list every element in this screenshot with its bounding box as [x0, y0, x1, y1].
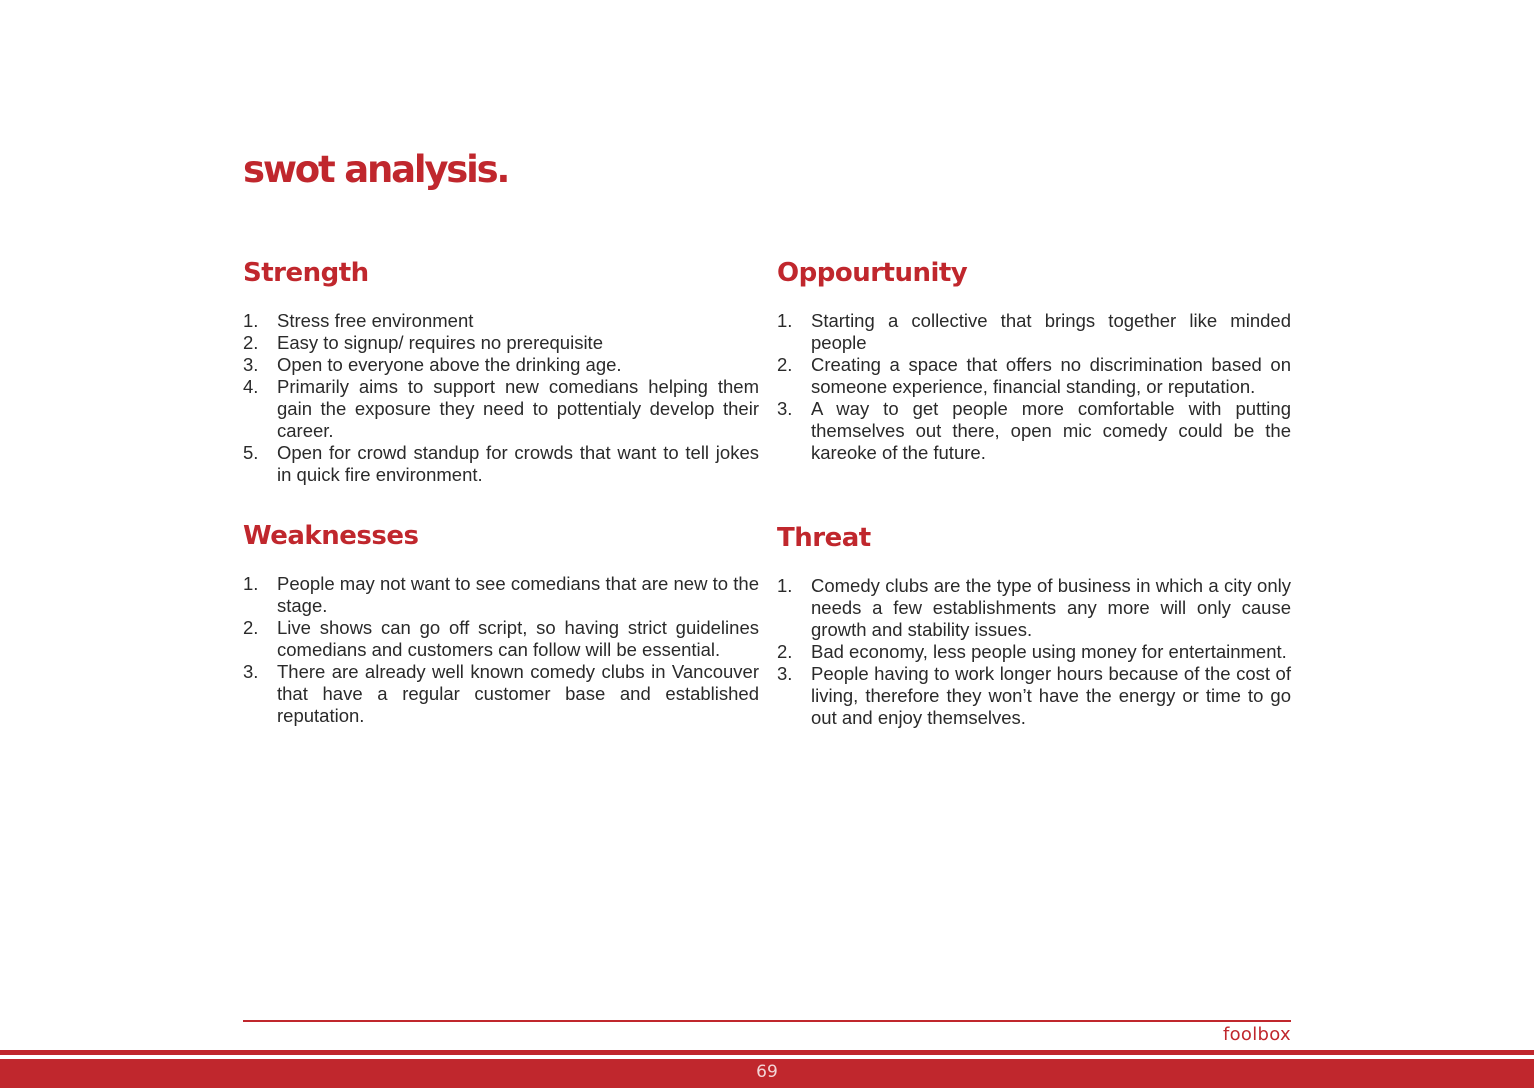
item-text: Live shows can go off script, so having strict guidelines comedians and customers can follow will be essential. [277, 617, 759, 661]
item-number: 4. [243, 376, 259, 398]
list-item [243, 310, 759, 332]
item-number: 1. [243, 573, 259, 595]
opportunity-list [777, 310, 1291, 464]
item-text: Creating a space that offers no discrimination based on someone experience, financial standing, or reputation. [811, 354, 1291, 398]
item-text: Bad economy, less people using money for entertainment. [811, 641, 1287, 663]
strength-list [243, 310, 759, 486]
item-number: 1. [777, 310, 793, 332]
item-number: 2. [243, 617, 259, 639]
item-text: Open to everyone above the drinking age. [277, 354, 622, 376]
item-number: 2. [777, 354, 793, 376]
threat-list [777, 575, 1291, 729]
list-item [777, 641, 1291, 663]
page-title: swot analysis. [243, 148, 509, 191]
list-item [243, 376, 759, 442]
weaknesses-heading: Weaknesses [243, 521, 419, 551]
item-text: A way to get people more comfortable with putting themselves out there, open mic comedy could be the kareoke of the future. [811, 398, 1291, 464]
item-text: People may not want to see comedians that are new to the stage. [277, 573, 759, 617]
footer-divider [243, 1020, 1291, 1022]
item-text: Starting a collective that brings together like minded people [811, 310, 1291, 354]
item-number: 2. [777, 641, 793, 663]
list-item [243, 573, 759, 617]
list-item [243, 661, 759, 727]
weaknesses-list [243, 573, 759, 727]
item-text: People having to work longer hours because of the cost of living, therefore they won’t have the energy or time to go out and enjoy themselves. [811, 663, 1291, 729]
list-item [243, 617, 759, 661]
threat-section [777, 523, 1291, 729]
item-number: 3. [777, 663, 793, 685]
item-number: 1. [243, 310, 259, 332]
list-item [243, 442, 759, 486]
list-item [243, 354, 759, 376]
item-text: Easy to signup/ requires no prerequisite [277, 332, 603, 354]
strength-section [243, 258, 759, 486]
weaknesses-section [243, 521, 759, 727]
list-item [777, 310, 1291, 354]
item-text: There are already well known comedy clubs in Vancouver that have a regular customer base and established reputation. [277, 661, 759, 727]
list-item [243, 332, 759, 354]
footer-stripe-thin [0, 1050, 1534, 1055]
page-number: 69 [756, 1062, 778, 1082]
list-item [777, 398, 1291, 464]
item-number: 3. [243, 354, 259, 376]
item-text: Open for crowd standup for crowds that want to tell jokes in quick fire environment. [277, 442, 759, 486]
item-text: Stress free environment [277, 310, 474, 332]
item-text: Primarily aims to support new comedians helping them gain the exposure they need to pottentialy develop their career. [277, 376, 759, 442]
opportunity-section [777, 258, 1291, 464]
threat-heading: Threat [777, 523, 871, 553]
item-number: 3. [777, 398, 793, 420]
brand-name: foolbox [1222, 1024, 1291, 1045]
opportunity-heading: Oppourtunity [777, 258, 968, 288]
list-item [777, 663, 1291, 729]
item-number: 2. [243, 332, 259, 354]
item-number: 1. [777, 575, 793, 597]
item-number: 3. [243, 661, 259, 683]
list-item [777, 354, 1291, 398]
list-item [777, 575, 1291, 641]
item-number: 5. [243, 442, 259, 464]
strength-heading: Strength [243, 258, 369, 288]
item-text: Comedy clubs are the type of business in which a city only needs a few establishments any more will only cause growth and stability issues. [811, 575, 1291, 641]
